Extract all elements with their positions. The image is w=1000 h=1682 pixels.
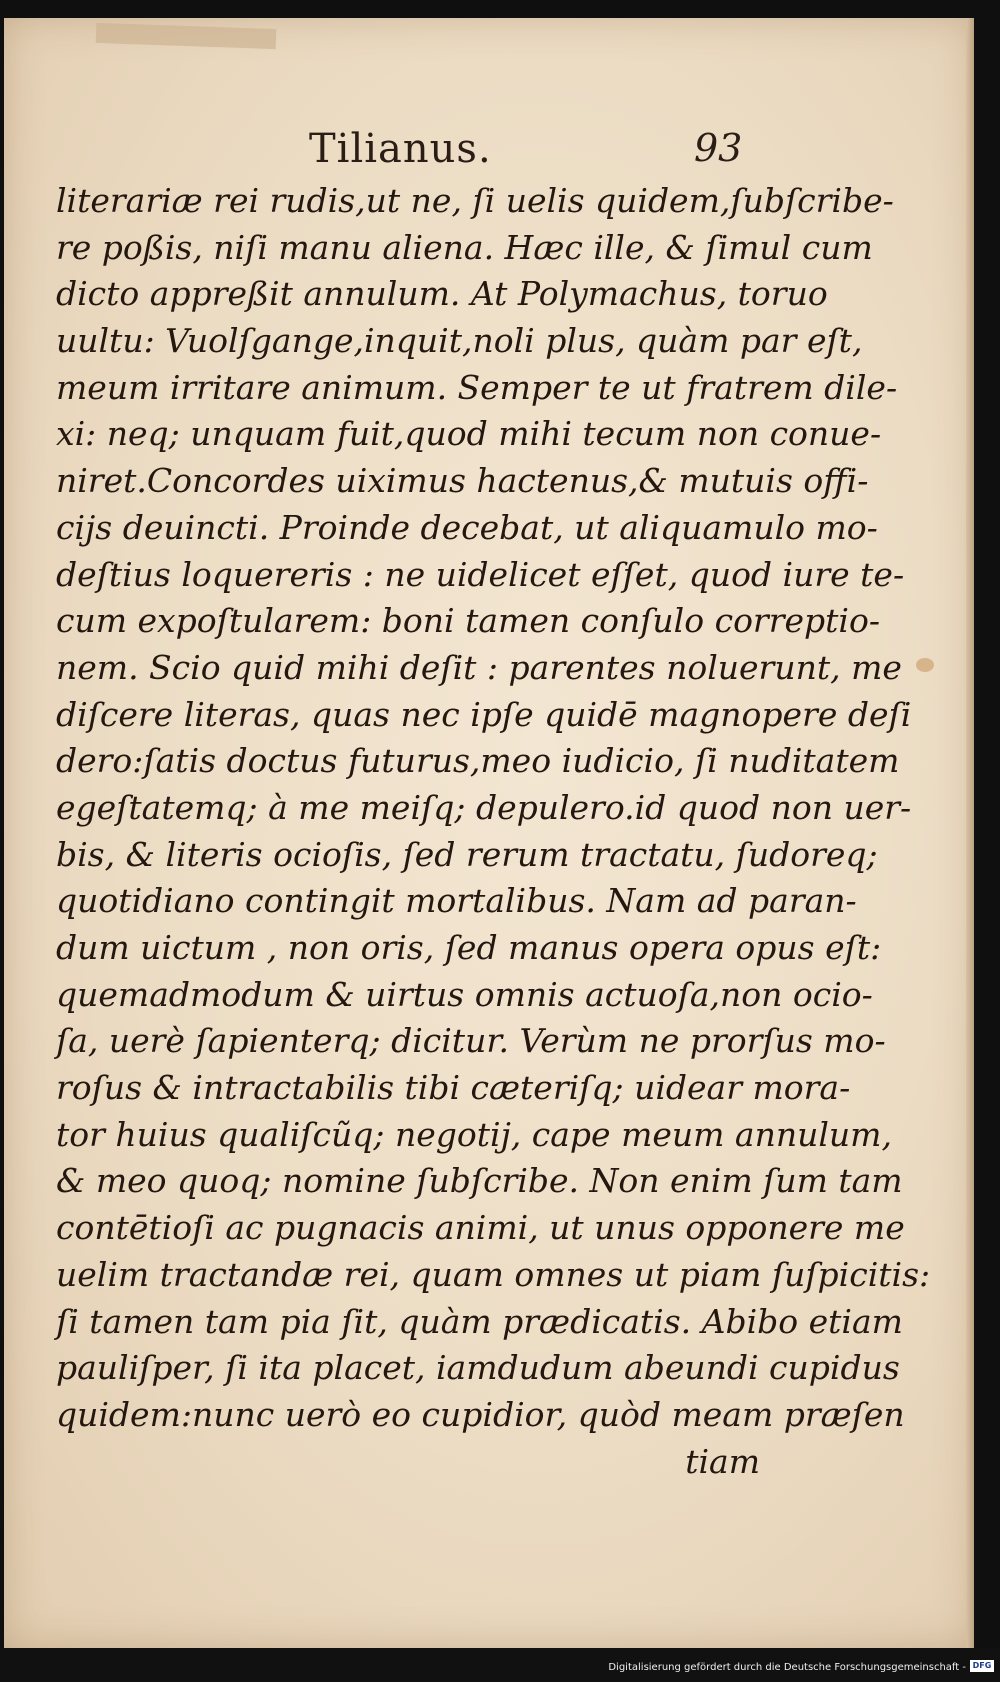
text-line: niret.Concordes uiximus hactenus,& mutuis offi- bbox=[56, 461, 869, 501]
page-number: 93 bbox=[694, 126, 743, 170]
dfg-logo: DFG bbox=[970, 1660, 994, 1672]
running-head: Tilianus. bbox=[309, 126, 492, 172]
text-line: cijs deuincti. Proinde decebat, ut aliquamulo mo- bbox=[56, 507, 878, 547]
text-line: diſcere literas, quas nec ipſe quidē magnopere deſi bbox=[56, 694, 912, 734]
text-line: & meo quoq; nomine ſubſcribe. Non enim ſum tam bbox=[56, 1161, 903, 1201]
text-line: ſi tamen tam pia ſit, quàm prædicatis. Abibo etiam bbox=[56, 1301, 903, 1341]
text-line: quemadmodum & uirtus omnis actuoſa,non ocio- bbox=[56, 974, 873, 1014]
text-line: uelim tractandæ rei, quam omnes ut piam ſuſpicitis: bbox=[56, 1254, 931, 1294]
text-line: re poßis, niſi manu aliena. Hæc ille, & ſimul cum bbox=[56, 227, 873, 267]
text-line: xi: neq; unquam fuit,quod mihi tecum non conue- bbox=[56, 414, 882, 454]
text-line: egeſtatemq; à me meiſq; depulero.id quod non uer- bbox=[56, 787, 912, 827]
text-line: dum uictum , non oris, ſed manus opera opus eſt: bbox=[56, 928, 882, 967]
text-line: quotidiano contingit mortalibus. Nam ad paran- bbox=[56, 881, 857, 921]
paper-tab bbox=[96, 23, 277, 49]
text-line: uultu: Vuolſgange,inquit,noli plus, quàm par eſt, bbox=[56, 321, 863, 361]
text-line: dicto appreßit annulum. At Polymachus, toruo bbox=[56, 274, 828, 314]
text-line: contētioſi ac pugnacis animi, ut unus opponere me bbox=[56, 1208, 905, 1248]
text-line: meum irritare animum. Semper te ut fratrem dile- bbox=[56, 367, 898, 407]
text-line: literariæ rei rudis,ut ne, ſi uelis quidem,ſubſcribe- bbox=[56, 181, 894, 220]
book-page bbox=[4, 18, 974, 1648]
body-text bbox=[56, 178, 931, 1485]
text-line: dero:ſatis doctus futurus,meo iudicio, ſi nuditatem bbox=[56, 741, 900, 781]
footer-bar bbox=[0, 1648, 1000, 1682]
text-line: roſus & intractabilis tibi cæteriſq; uidear mora- bbox=[56, 1068, 851, 1108]
page-edge bbox=[966, 18, 974, 1648]
text-line: nem. Scio quid mihi deſit : parentes noluerunt, me bbox=[56, 647, 902, 687]
text-line: cum expoſtularem: boni tamen conſulo correptio- bbox=[56, 601, 880, 641]
page-header bbox=[4, 118, 974, 178]
catchword: tiam bbox=[685, 1441, 760, 1481]
text-line: ſa, uerè ſapienterq; dicitur. Verùm ne prorſus mo- bbox=[56, 1021, 886, 1061]
paper-stain bbox=[916, 658, 934, 672]
text-line: tor huius qualiſcũq; negotij, cape meum annulum, bbox=[56, 1114, 892, 1154]
funding-credit: Digitalisierung gefördert durch die Deutsche Forschungsgemeinschaft - bbox=[608, 1662, 966, 1673]
text-line: quidem:nunc uerò eo cupidior, quòd meam præſen bbox=[56, 1394, 905, 1434]
text-line: pauliſper, ſi ita placet, iamdudum abeundi cupidus bbox=[56, 1348, 900, 1388]
text-line: deſtius loquereris : ne uidelicet eſſet, quod iure te- bbox=[56, 554, 905, 594]
text-line: bis, & literis ocioſis, ſed rerum tractatu, ſudoreq; bbox=[56, 834, 878, 874]
